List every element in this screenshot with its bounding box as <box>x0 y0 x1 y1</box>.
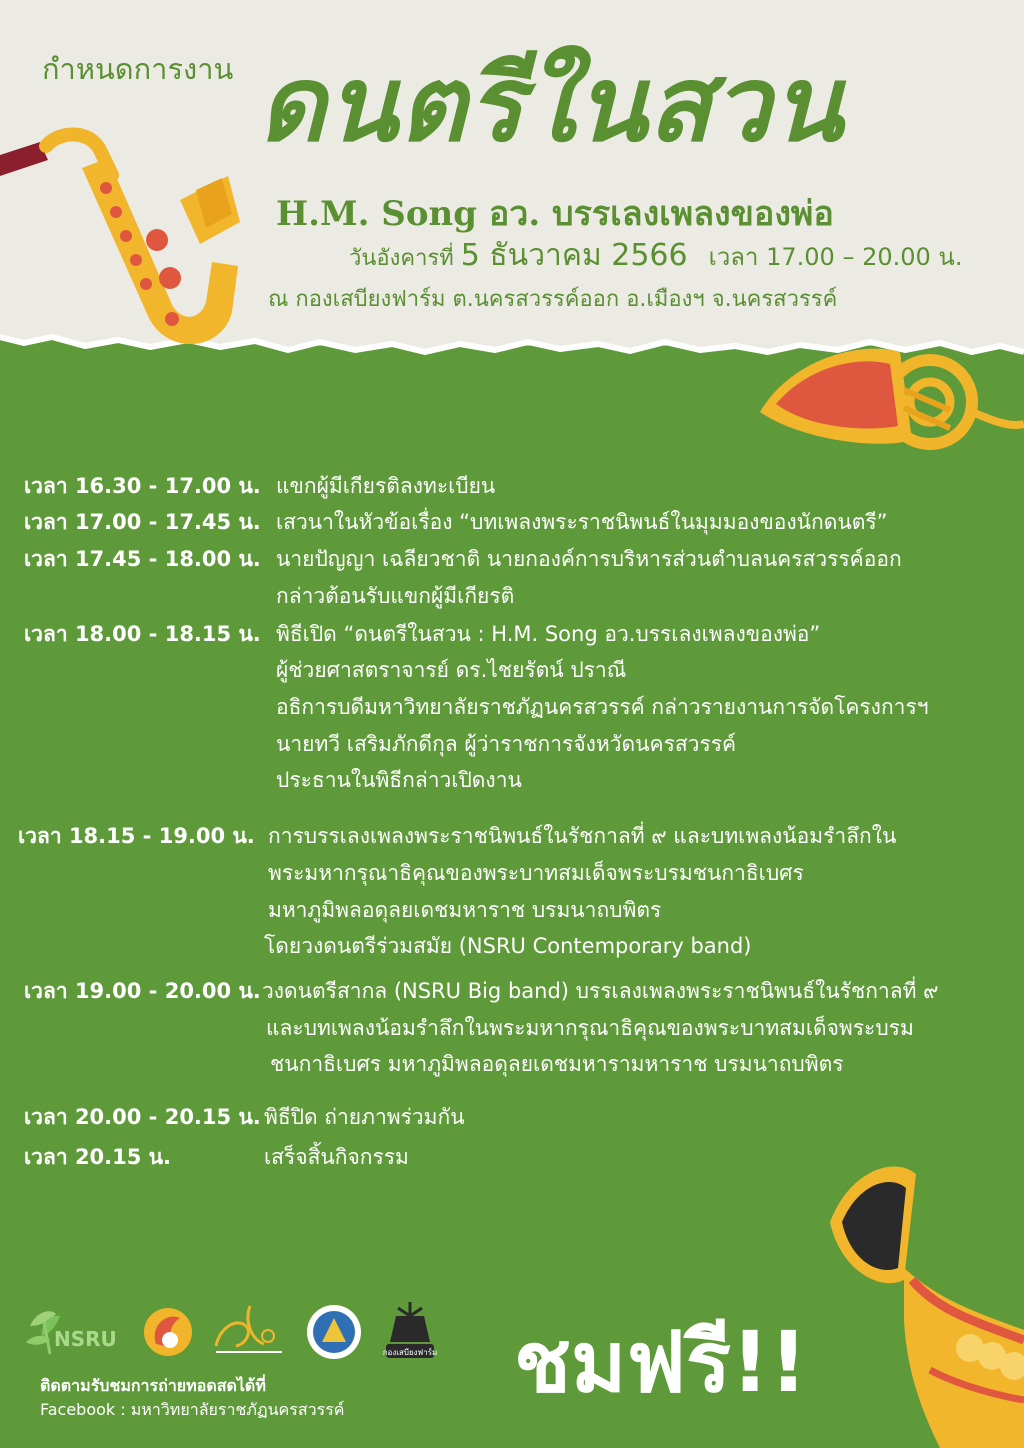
schedule-desc: มหาภูมิพลอดุลยเดชมหาราช บรมนาถบพิตร <box>268 898 662 922</box>
farm-logo-text: กองเสบียงฟาร์ม <box>382 1348 438 1357</box>
page-subtitle: H.M. Song อว. บรรเลงเพลงของพ่อ <box>276 194 834 234</box>
schedule-desc: อธิการบดีมหาวิทยาลัยราชภัฏนครสวรรค์ กล่าวรายงานการจัดโครงการฯ <box>276 695 929 719</box>
schedule-time: เวลา 18.15 - 19.00 น. <box>18 824 255 848</box>
schedule-desc: พระมหากรุณาธิคุณของพระบาทสมเด็จพระบรมชนกาธิเบศร <box>268 861 804 885</box>
nsru-logo <box>26 1311 117 1354</box>
livestream-note: ติดตามรับชมการถ่ายทอดสดได้ที่ <box>40 1376 266 1395</box>
schedule-desc: กล่าวต้อนรับแขกผู้มีเกียรติ <box>276 584 515 608</box>
schedule-time: เวลา 19.00 - 20.00 น. <box>24 979 261 1003</box>
schedule-desc: ผู้ช่วยศาสตราจารย์ ดร.ไชยรัตน์ ปราณี <box>276 658 627 682</box>
tuba-icon <box>820 1160 1024 1448</box>
schedule-desc: พิธีเปิด “ดนตรีในสวน : H.M. Song อว.บรรเลงเพลงของพ่อ” <box>276 622 821 646</box>
nsru-logo-text: NSRU <box>54 1327 117 1351</box>
schedule-desc: การบรรเลงเพลงพระราชนิพนธ์ในรัชกาลที่ ๙ และบทเพลงน้อมรำลึกใน <box>268 824 897 848</box>
date-prefix: วันอังคารที่ <box>349 246 454 271</box>
header-kicker: กำหนดการงาน <box>42 52 234 86</box>
schedule-desc: นายทวี เสริมภักดีกุล ผู้ว่าราชการจังหวัดนครสวรรค์ <box>276 732 737 756</box>
schedule-time: เวลา 17.45 - 18.00 น. <box>24 547 261 571</box>
schedule-desc: เสวนาในหัวข้อเรื่อง “บทเพลงพระราชนิพนธ์ในมุมมองของนักดนตรี” <box>276 510 888 534</box>
music-faculty-logo <box>144 1308 192 1356</box>
schedule-desc: นายปัญญา เฉลียวชาติ นายกองค์การบริหารส่วนตำบลนครสวรรค์ออก <box>276 547 902 571</box>
free-admission-label: ชมฟรี!! <box>514 1313 808 1411</box>
schedule-desc: เสร็จสิ้นกิจกรรม <box>264 1145 409 1169</box>
kong-sabiang-farm-logo <box>383 1302 438 1358</box>
french-horn-icon <box>760 349 1024 444</box>
schedule-desc: พิธีปิด ถ่ายภาพร่วมกัน <box>264 1105 465 1129</box>
schedule-desc: ชนกาธิเบศร มหาภูมิพลอดุลยเดชมหารามหาราช บรมนาถบพิตร <box>270 1052 844 1076</box>
date-main: 5 ธันวาคม 2566 <box>460 238 688 273</box>
schedule-time: เวลา 20.15 น. <box>24 1145 172 1169</box>
page-title: ดนตรีในสวน <box>258 43 844 165</box>
schedule-desc: และบทเพลงน้อมรำลึกในพระมหากรุณาธิคุณของพระบาทสมเด็จพระบรม <box>266 1016 914 1040</box>
time-range: เวลา 17.00 – 20.00 น. <box>708 243 963 271</box>
schedule-time: เวลา 20.00 - 20.15 น. <box>24 1105 261 1129</box>
schedule-desc: วงดนตรีสากล (NSRU Big band) บรรเลงเพลงพระราชนิพนธ์ในรัชกาลที่ ๙ <box>262 979 939 1003</box>
sponsor-logos <box>20 1296 460 1368</box>
schedule-time: เวลา 17.00 - 17.45 น. <box>24 510 261 534</box>
schedule-time: เวลา 18.00 - 18.15 น. <box>24 622 261 646</box>
event-venue: ณ กองเสบียงฟาร์ม ต.นครสวรรค์ออก อ.เมืองฯ จ.นครสวรรค์ <box>268 287 838 312</box>
event-date <box>349 232 962 279</box>
university-seal-logo <box>307 1305 361 1359</box>
music-nsru-logo <box>216 1306 282 1352</box>
schedule-desc: โดยวงดนตรีร่วมสมัย (NSRU Contemporary band) <box>264 934 752 958</box>
schedule-desc: ประธานในพิธีกล่าวเปิดงาน <box>276 768 522 792</box>
schedule-desc: แขกผู้มีเกียรติลงทะเบียน <box>276 474 496 498</box>
schedule-time: เวลา 16.30 - 17.00 น. <box>24 474 261 498</box>
facebook-link[interactable]: Facebook : มหาวิทยาลัยราชภัฏนครสวรรค์ <box>40 1400 345 1419</box>
